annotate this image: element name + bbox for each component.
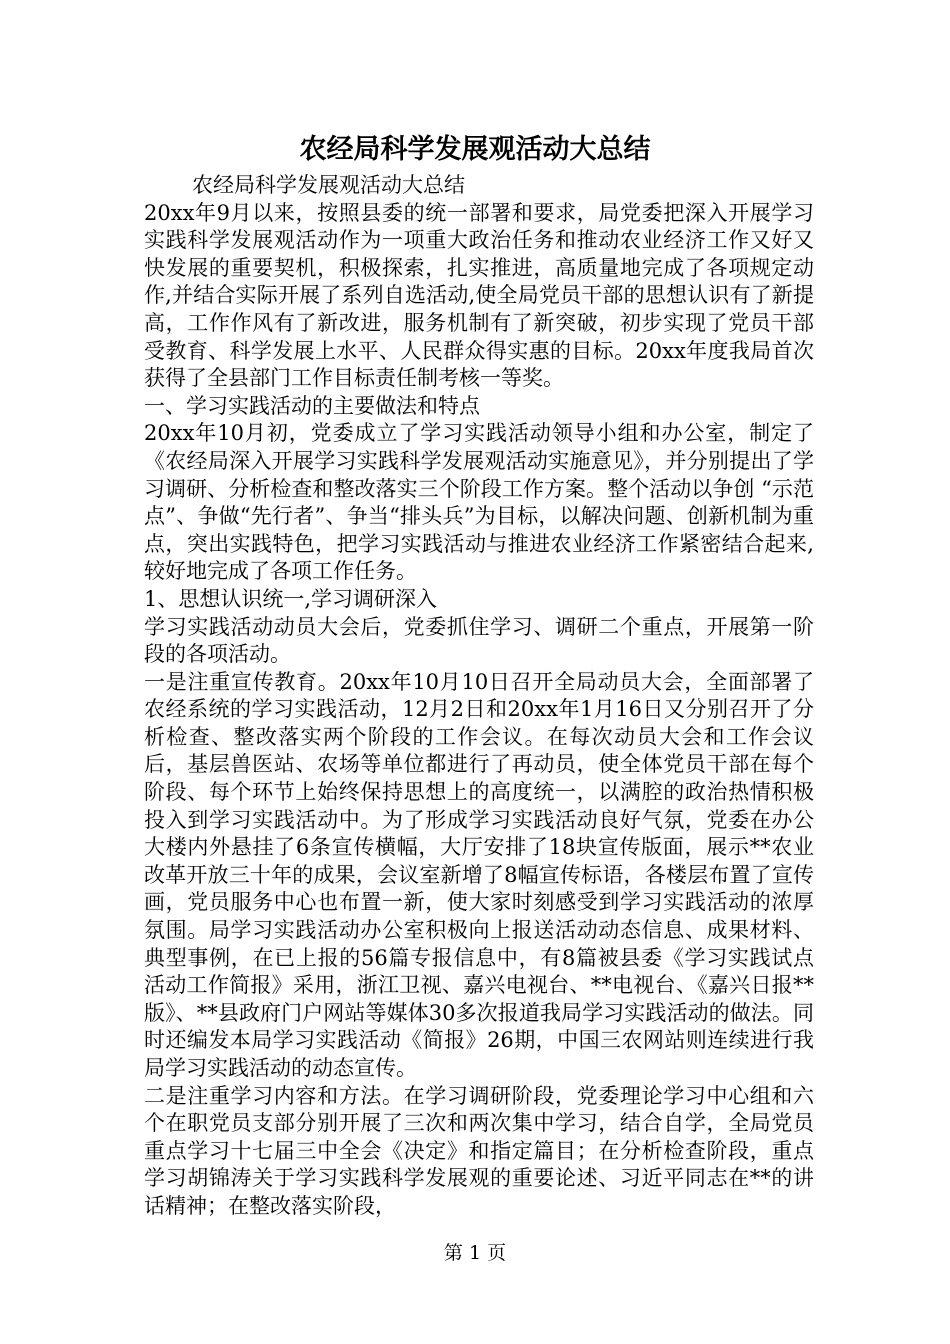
document-subtitle: 农经局科学发展观活动大总结 [192, 173, 465, 197]
publicity-education-paragraph: 一是注重宣传教育。20xx年10月10日召开全局动员大会，全面部署了农经系统的学习实践活动，12月2日和20xx年1月16日又分别召开了分析检查、整改落实两个阶段的工作会议。在每次动员大会和工作会议后，基层兽医站、农场等单位都进行了再动员，使全体党员干部在每个阶段、每个环节上始终保持思想上的高度统一，以满腔的政治热情积极投入到学习实践活动中。为了形成学习实践活动良好气氛，党委在办公大楼内外悬挂了6条宣传横幅，大厅安排了18块宣传版面，展示**农业改革开放三十年的成果，会议室新增了8幅宣传标语，各楼层布置了宣传画，党员服务中心也布置一新，使大家时刻感受到学习实践活动的浓厚氛围。局学习实践活动办公室积极向上报送活动动态信息、成果材料、典型事例，在已上报的56篇专报信息中，有8篇被县委《学习实践试点活动工作简报》采用，浙江卫视、嘉兴电视台、**电视台、《嘉兴日报**版》、**县政府门户网站等媒体30多次报道我局学习实践活动的做法。同时还编发本局学习实践活动《简报》26期，中国三农网站则连续进行我局学习实践活动的动态宣传。 [144, 669, 814, 1080]
study-content-paragraph: 二是注重学习内容和方法。在学习调研阶段，党委理论学习中心组和六个在职党员支部分别开展了三次和两次集中学习，结合自学，全局党员重点学习十七届三中全会《决定》和指定篇目；在分析检查阶段，重点学习胡锦涛关于学习实践科学发展观的重要论述、习近平同志在**的讲话精神；在整改落实阶段， [144, 1083, 814, 1218]
section-heading-1: 一、学习实践活动的主要做法和特点 [144, 393, 480, 418]
page-number: 第 1 页 [443, 1242, 507, 1264]
intro-paragraph: 20xx年9月以来，按照县委的统一部署和要求，局党委把深入开展学习实践科学发展观活动作为一项重大政治任务和推动农业经济工作又好又快发展的重要契机，积极探索，扎实推进，高质量地完成了各项规定动作,并结合实际开展了系列自选活动,使全局党员干部的思想认识有了新提高，工作作风有了新改进，服务机制有了新突破，初步实现了党员干部受教育、科学发展上水平、人民群众得实惠的目标。20xx年度我局首次获得了全县部门工作目标责任制考核一等奖。 [144, 200, 814, 391]
document-title: 农经局科学发展观活动大总结 [299, 134, 651, 165]
section-1-paragraph: 20xx年10月初，党委成立了学习实践活动领导小组和办公室，制定了《农经局深入开展学习实践科学发展观活动实施意见》，并分别提出了学习调研、分析检查和整改落实三个阶段工作方案。整个活动以争创 “示范点”、争做“先行者”、争当“排头兵”为目标，以解决问题、创新机制为重点，突出实践特色，把学习实践活动与推进农业经济工作紧密结合起来,较好地完成了各项工作任务。 [144, 421, 814, 584]
subsection-1-intro-paragraph: 学习实践活动动员大会后，党委抓住学习、调研二个重点，开展第一阶段的各项活动。 [144, 614, 814, 667]
document-body [144, 172, 814, 1221]
subsection-heading-1: 1、思想认识统一,学习调研深入 [144, 586, 438, 611]
